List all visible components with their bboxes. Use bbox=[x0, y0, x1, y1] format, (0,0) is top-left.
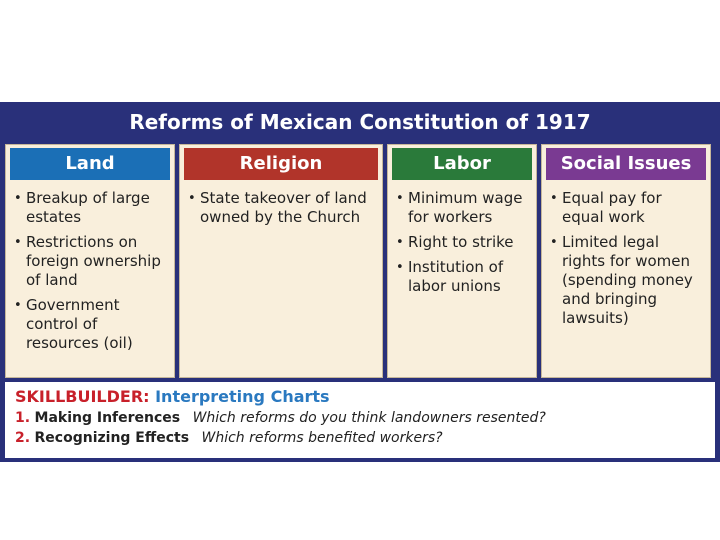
list-item: • Minimum wage for workers bbox=[396, 189, 530, 227]
column-social-issues bbox=[541, 144, 711, 378]
column-labor bbox=[387, 144, 537, 378]
column-list-religion bbox=[180, 189, 382, 227]
question-text: Which reforms do you think landowners resented? bbox=[192, 410, 546, 426]
skillbuilder-box bbox=[5, 382, 715, 458]
skillbuilder-heading bbox=[15, 386, 705, 408]
column-list-social-issues bbox=[542, 189, 710, 328]
chart-title: Reforms of Mexican Constitution of 1917 bbox=[129, 110, 591, 134]
column-list-land bbox=[6, 189, 174, 353]
skillbuilder-title: Interpreting Charts bbox=[149, 387, 330, 406]
list-item: • Breakup of large estates bbox=[14, 189, 168, 227]
list-item: • Restrictions on foreign ownership of land bbox=[14, 233, 168, 290]
column-header-land: Land bbox=[10, 148, 170, 180]
question-label: Recognizing Effects bbox=[34, 430, 190, 446]
list-item: • Right to strike bbox=[396, 233, 530, 252]
column-header-religion: Religion bbox=[184, 148, 378, 180]
question-number: 1. bbox=[15, 410, 31, 426]
question-2 bbox=[15, 428, 705, 448]
question-label: Making Inferences bbox=[34, 410, 181, 426]
list-item: • State takeover of land owned by the Church bbox=[188, 189, 376, 227]
column-header-labor: Labor bbox=[392, 148, 532, 180]
list-item: • Institution of labor unions bbox=[396, 258, 530, 296]
list-item: • Government control of resources (oil) bbox=[14, 296, 168, 353]
list-item: • Equal pay for equal work bbox=[550, 189, 704, 227]
skillbuilder-prefix: SKILLBUILDER: bbox=[15, 387, 150, 406]
column-header-social-issues: Social Issues bbox=[546, 148, 706, 180]
reforms-chart bbox=[0, 102, 720, 462]
question-text: Which reforms benefited workers? bbox=[201, 430, 443, 446]
question-number: 2. bbox=[15, 430, 31, 446]
column-list-labor bbox=[388, 189, 536, 296]
question-1 bbox=[15, 408, 705, 428]
column-religion bbox=[179, 144, 383, 378]
reforms-grid bbox=[5, 144, 715, 378]
column-land bbox=[5, 144, 175, 378]
list-item: • Limited legal rights for women (spending money and bringing lawsuits) bbox=[550, 233, 704, 328]
